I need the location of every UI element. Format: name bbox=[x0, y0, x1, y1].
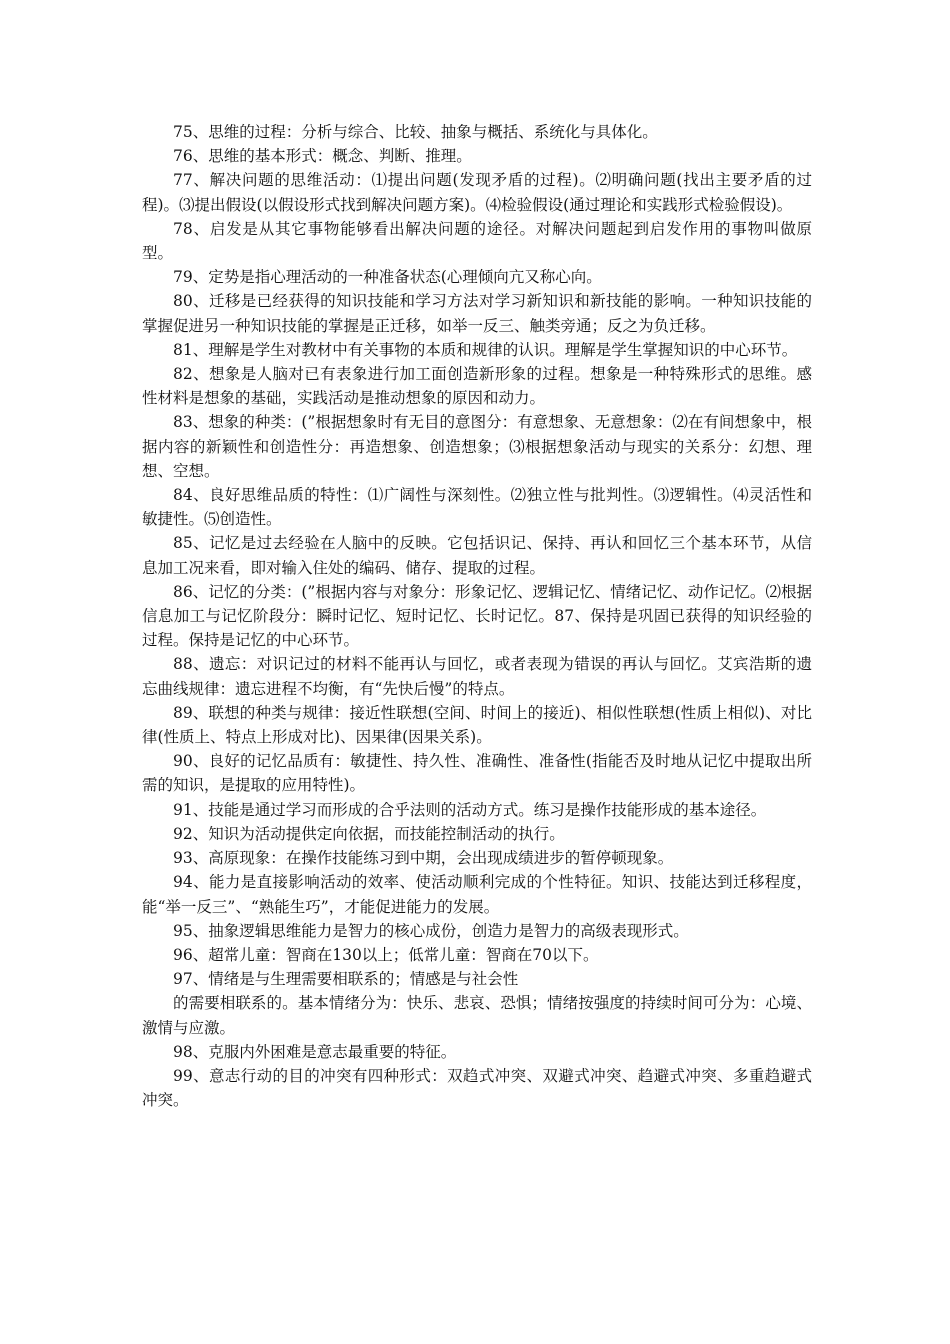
paragraph-99: 99、意志行动的目的冲突有四种形式：双趋式冲突、双避式冲突、趋避式冲突、多重趋避式冲突。 bbox=[142, 1066, 812, 1110]
paragraph-83: 83、想象的种类：(”根据想象时有无目的意图分：有意想象、无意想象：⑵在有间想象中，根据内容的新颖性和创造性分：再造想象、创造想象；⑶根据想象活动与现实的关系分：幻想、理想、空想。 bbox=[142, 413, 812, 480]
paragraph-91: 91、技能是通过学习而形成的合乎法则的活动方式。练习是操作技能形成的基本途径。 bbox=[173, 800, 767, 819]
paragraph-75: 75、思维的过程：分析与综合、比较、抽象与概括、系统化与具体化。 bbox=[173, 123, 658, 141]
paragraph-90: 90、良好的记忆品质有：敏捷性、持久性、准确性、准备性(指能否及时地从记忆中提取出所需的知识，是提取的应用特性)。 bbox=[142, 752, 812, 795]
paragraph-88: 88、遗忘：对识记过的材料不能再认与回忆，或者表现为错误的再认与回忆。艾宾浩斯的遗忘曲线规律：遗忘进程不均衡，有“先快后慢”的特点。 bbox=[142, 655, 812, 698]
paragraph-85: 85、记忆是过去经验在人脑中的反映。它包括识记、保持、再认和回忆三个基本环节，从信息加工况来看，即对输入住处的编码、储存、提取的过程。 bbox=[142, 534, 812, 577]
paragraph-93: 93、高原现象：在操作技能练习到中期，会出现成绩进步的暂停顿现象。 bbox=[173, 849, 674, 868]
paragraph-94: 94、能力是直接影响活动的效率、使活动顺利完成的个性特征。知识、技能达到迁移程度，能“举一反三”、“熟能生巧”，才能促进能力的发展。 bbox=[142, 873, 812, 916]
paragraph-78: 78、启发是从其它事物能够看出解决问题的途径。对解决问题起到启发作用的事物叫做原型。 bbox=[142, 219, 812, 263]
paragraph-98: 98、克服内外困难是意志最重要的特征。 bbox=[173, 1042, 457, 1061]
paragraph-84: 84、良好思维品质的特性：⑴广阔性与深刻性。⑵独立性与批判性。⑶逻辑性。⑷灵活性和敏捷性。⑸创造性。 bbox=[142, 486, 812, 529]
paragraph-92: 92、知识为活动提供定向依据，而技能控制活动的执行。 bbox=[173, 824, 565, 843]
paragraph-95: 95、抽象逻辑思维能力是智力的核心成份，创造力是智力的高级表现形式。 bbox=[173, 921, 689, 940]
document-page bbox=[142, 120, 812, 1112]
paragraph-77: 77、解决问题的思维活动：⑴提出问题(发现矛盾的过程)。⑵明确问题(找出主要矛盾的过程)。⑶提出假设(以假设形式找到解决问题方案)。⑷检验假设(通过理论和实践形式检验假设)。 bbox=[142, 171, 812, 214]
paragraph-80: 80、迁移是已经获得的知识技能和学习方法对学习新知识和新技能的影响。一种知识技能的掌握促进另一种知识技能的掌握是正迁移，如举一反三、触类旁通；反之为负迁移。 bbox=[142, 292, 812, 335]
paragraph-82: 82、想象是人脑对已有表象进行加工面创造新形象的过程。想象是一种特殊形式的思维。感性材料是想象的基础，实践活动是推动想象的原因和动力。 bbox=[142, 365, 812, 408]
paragraph-76: 76、思维的基本形式：概念、判断、推理。 bbox=[173, 147, 472, 166]
paragraph-79: 79、定势是指心理活动的一种准备状态(心理倾向亢又称心向。 bbox=[173, 268, 602, 287]
paragraph-89: 89、联想的种类与规律：接近性联想(空间、时间上的接近)、相似性联想(性质上相似)、对比律(性质上、特点上形成对比)、因果律(因果关系)。 bbox=[142, 703, 812, 747]
paragraph-97: 97、情绪是与生理需要相联系的；情感是与社会性 bbox=[173, 970, 519, 989]
paragraph-97-continued: 的需要相联系的。基本情绪分为：快乐、悲哀、恐惧；情绪按强度的持续时间可分为：心境、激情与应激。 bbox=[142, 994, 812, 1037]
paragraph-96: 96、超常儿童：智商在130以上；低常儿童：智商在70以下。 bbox=[173, 945, 599, 964]
paragraph-81: 81、理解是学生对教材中有关事物的本质和规律的认识。理解是学生掌握知识的中心环节。 bbox=[173, 340, 798, 359]
paragraph-86: 86、记忆的分类：(”根据内容与对象分：形象记忆、逻辑记忆、情绪记忆、动作记忆。⑵根据信息加工与记忆阶段分：瞬时记忆、短时记忆、长时记忆。87、保持是巩固已获得的知识经验的过程。保持是记忆的中心环节。 bbox=[142, 582, 812, 650]
